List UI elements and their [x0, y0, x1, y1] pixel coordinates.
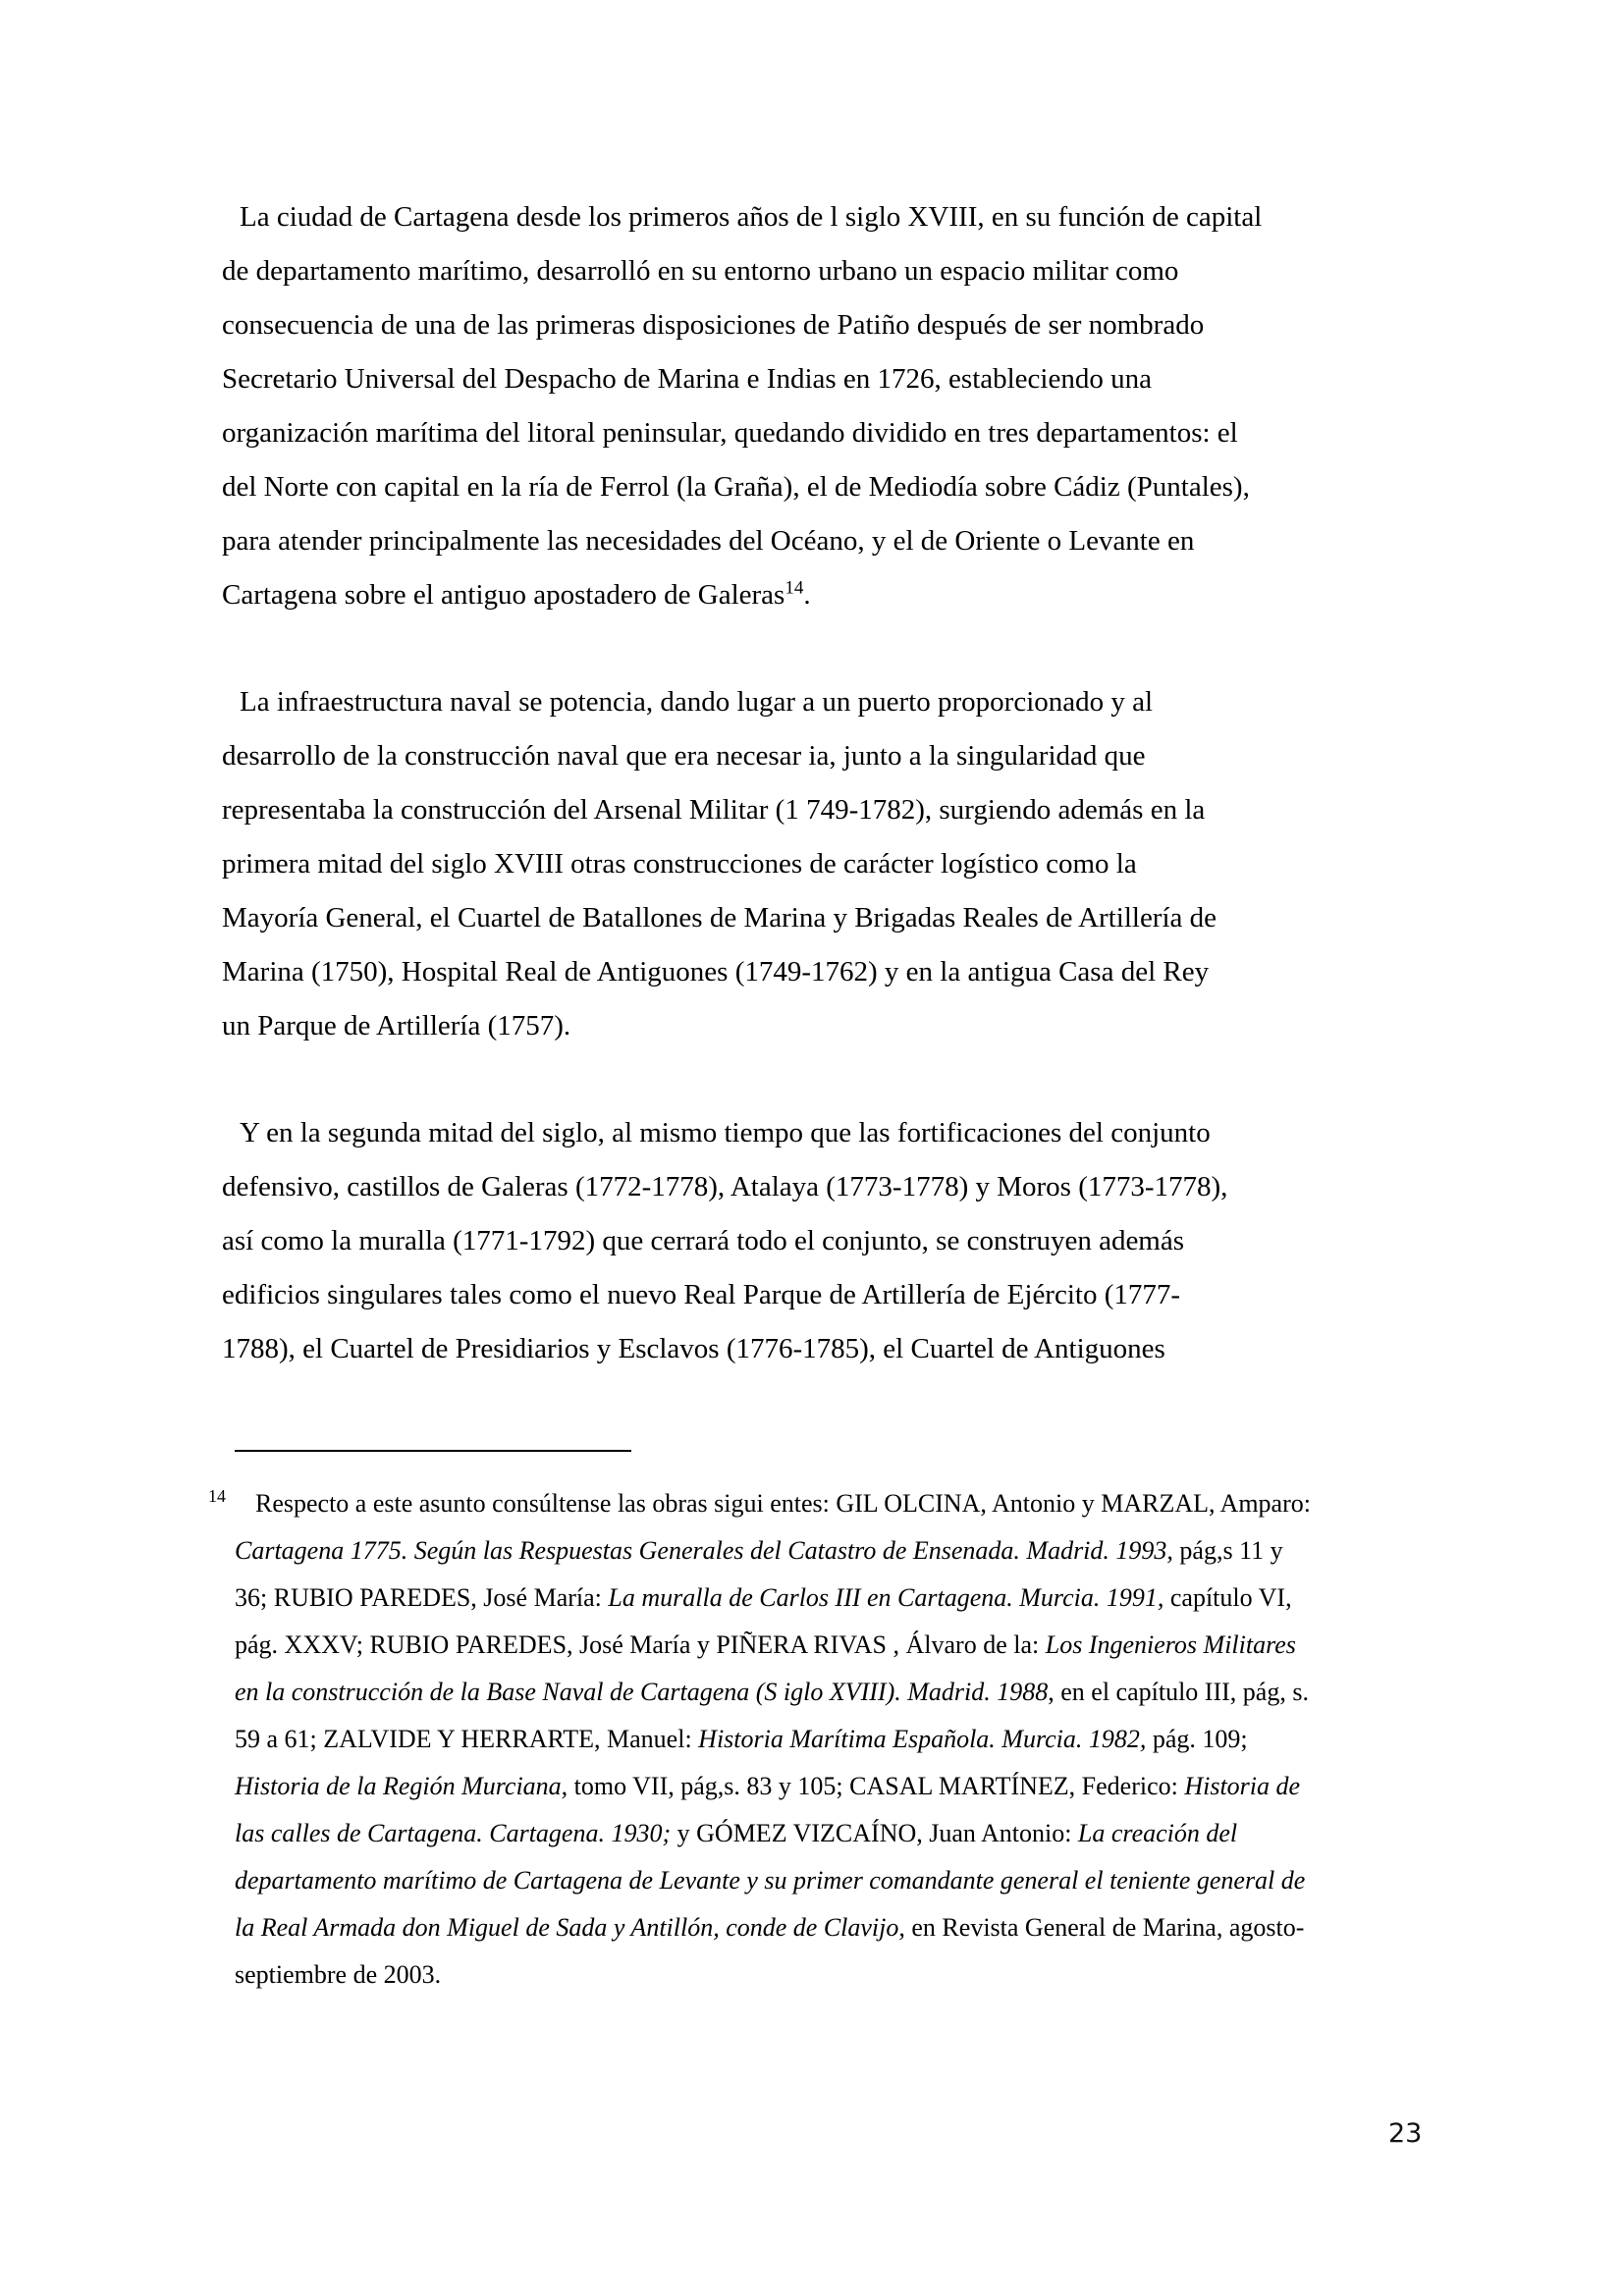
footnote: [208, 1480, 1452, 1999]
text-line: [222, 298, 1459, 352]
text-segment: Historia de la Región Murciana,: [235, 1772, 568, 1800]
body-text: [222, 190, 1459, 1429]
text-line: [222, 190, 1459, 244]
text-line: [222, 945, 1459, 999]
text-segment: en la construcción de la Base Naval de Cartagena (S iglo XVIII). Madrid. 1988: [235, 1678, 1049, 1706]
text-segment: Cartagena 1775. Según las Respuestas Generales del Catastro de Ensenada. Madrid. 1993,: [235, 1536, 1173, 1565]
footnote-line: [235, 1716, 1452, 1763]
text-line: [222, 1214, 1459, 1268]
text-line: [222, 1106, 1459, 1160]
text-segment: un Parque de Artillería (1757).: [222, 1010, 571, 1041]
footnote-line: [208, 1480, 1452, 1527]
text-segment: La ciudad de Cartagena desde los primeros años de l siglo XVIII, en su función de capital: [240, 201, 1263, 233]
text-segment: desarrollo de la construcción naval que era necesar ia, junto a la singularidad que: [222, 740, 1146, 772]
text-line: [222, 891, 1459, 945]
text-segment: las calles de Cartagena. Cartagena. 1930;: [235, 1819, 672, 1847]
text-segment: para atender principalmente las necesidades del Océano, y el de Oriente o Levante en: [222, 525, 1195, 557]
footnote-line: [235, 1669, 1452, 1716]
text-line: [222, 514, 1459, 568]
text-line: [222, 244, 1459, 298]
text-segment: La infraestructura naval se potencia, dando lugar a un puerto proporcionado y al: [240, 686, 1154, 718]
text-segment: pág. 109;: [1146, 1725, 1248, 1753]
text-segment: Historia Marítima Española. Murcia. 1982,: [698, 1725, 1147, 1753]
text-segment: Historia de: [1184, 1772, 1301, 1800]
text-segment: Los Ingenieros Militares: [1045, 1630, 1296, 1659]
text-segment: pág,s 11 y: [1172, 1536, 1283, 1565]
text-segment: de departamento marítimo, desarrolló en su entorno urbano un espacio militar como: [222, 255, 1179, 287]
footnote-line: [235, 1763, 1452, 1810]
footnote-separator: [235, 1450, 631, 1452]
text-line: [222, 1268, 1459, 1322]
text-segment: 59 a 61; ZALVIDE Y HERRARTE, Manuel:: [235, 1725, 699, 1753]
text-segment: así como la muralla (1771-1792) que cerrará todo el conjunto, se construyen además: [222, 1225, 1185, 1256]
body-paragraph-2: [222, 675, 1459, 1053]
text-segment: primera mitad del siglo XVIII otras construcciones de carácter logístico como la: [222, 848, 1137, 880]
text-line: [222, 352, 1459, 406]
text-line: [222, 675, 1459, 729]
footnote-line: [235, 1622, 1452, 1669]
text-segment: defensivo, castillos de Galeras (1772-1778), Atalaya (1773-1778) y Moros (1773-1778),: [222, 1171, 1228, 1202]
text-segment: representaba la construcción del Arsenal Militar (1 749-1782), surgiendo además en la: [222, 794, 1206, 826]
text-line: [222, 837, 1459, 891]
text-line: [222, 1160, 1459, 1214]
text-segment: Marina (1750), Hospital Real de Antiguones (1749-1762) y en la antigua Casa del Rey: [222, 956, 1210, 988]
footnote-line: [235, 1810, 1452, 1857]
text-segment: capítulo VI,: [1163, 1583, 1292, 1612]
footnote-line: [235, 1904, 1452, 1951]
footnote-line: [235, 1857, 1452, 1904]
text-segment: Secretario Universal del Despacho de Marina e Indias en 1726, estableciendo una: [222, 363, 1152, 395]
body-paragraph-3: [222, 1106, 1459, 1376]
page-number: 23: [1388, 2118, 1423, 2149]
text-segment: en Revista General de Marina, agosto-: [904, 1913, 1305, 1942]
text-segment: pág. XXXV; RUBIO PAREDES, José María y PIÑERA RIVAS , Álvaro de la:: [235, 1630, 1046, 1659]
text-line: [222, 568, 1459, 622]
text-segment: Cartagena sobre el antiguo apostadero de Galeras: [222, 579, 785, 611]
text-segment: Mayoría General, el Cuartel de Batallones de Marina y Brigadas Reales de Artillería de: [222, 902, 1217, 934]
text-segment: La creación del: [1077, 1819, 1238, 1847]
text-segment: La muralla de Carlos III en Cartagena. Murcia. 1991,: [608, 1583, 1164, 1612]
footnote-line: [235, 1951, 1452, 1999]
text-segment: departamento marítimo de Cartagena de Levante y su primer comandante general el teniente general de: [235, 1866, 1306, 1895]
text-segment: y GÓMEZ VIZCAÍNO, Juan Antonio:: [671, 1819, 1078, 1847]
text-segment: 36; RUBIO PAREDES, José María:: [235, 1583, 609, 1612]
text-segment: septiembre de 2003.: [235, 1960, 442, 1989]
text-line: [222, 406, 1459, 460]
footnote-number: 14: [208, 1486, 226, 1507]
text-segment: consecuencia de una de las primeras disposiciones de Patiño después de ser nombrado: [222, 309, 1205, 341]
footnote-reference: 14: [784, 577, 804, 599]
text-segment: Y en la segunda mitad del siglo, al mismo tiempo que las fortificaciones del conjunto: [240, 1117, 1211, 1148]
footnote-line: [235, 1527, 1452, 1575]
text-line: [222, 1322, 1459, 1376]
text-segment: , en el capítulo III, pág, s.: [1048, 1678, 1309, 1706]
text-line: [222, 999, 1459, 1053]
text-segment: Respecto a este asunto consúltense las obras sigui entes: GIL OLCINA, Antonio y MARZAL, Amparo:: [255, 1489, 1311, 1518]
text-segment: del Norte con capital en la ría de Ferrol (la Graña), el de Mediodía sobre Cádiz (Puntales),: [222, 471, 1250, 503]
text-segment: .: [803, 579, 811, 611]
text-segment: organización marítima del litoral peninsular, quedando dividido en tres departamentos: el: [222, 417, 1238, 449]
text-segment: edificios singulares tales como el nuevo Real Parque de Artillería de Ejército (1777-: [222, 1279, 1181, 1310]
text-segment: 1788), el Cuartel de Presidiarios y Esclavos (1776-1785), el Cuartel de Antiguones: [222, 1333, 1165, 1364]
text-segment: la Real Armada don Miguel de Sada y Antillón, conde de Clavijo,: [235, 1913, 905, 1942]
text-line: [222, 729, 1459, 783]
footnote-line: [235, 1575, 1452, 1622]
text-segment: tomo VII, pág,s. 83 y 105; CASAL MARTÍNEZ, Federico:: [568, 1772, 1185, 1800]
text-line: [222, 460, 1459, 514]
text-line: [222, 783, 1459, 837]
body-paragraph-1: [222, 190, 1459, 622]
